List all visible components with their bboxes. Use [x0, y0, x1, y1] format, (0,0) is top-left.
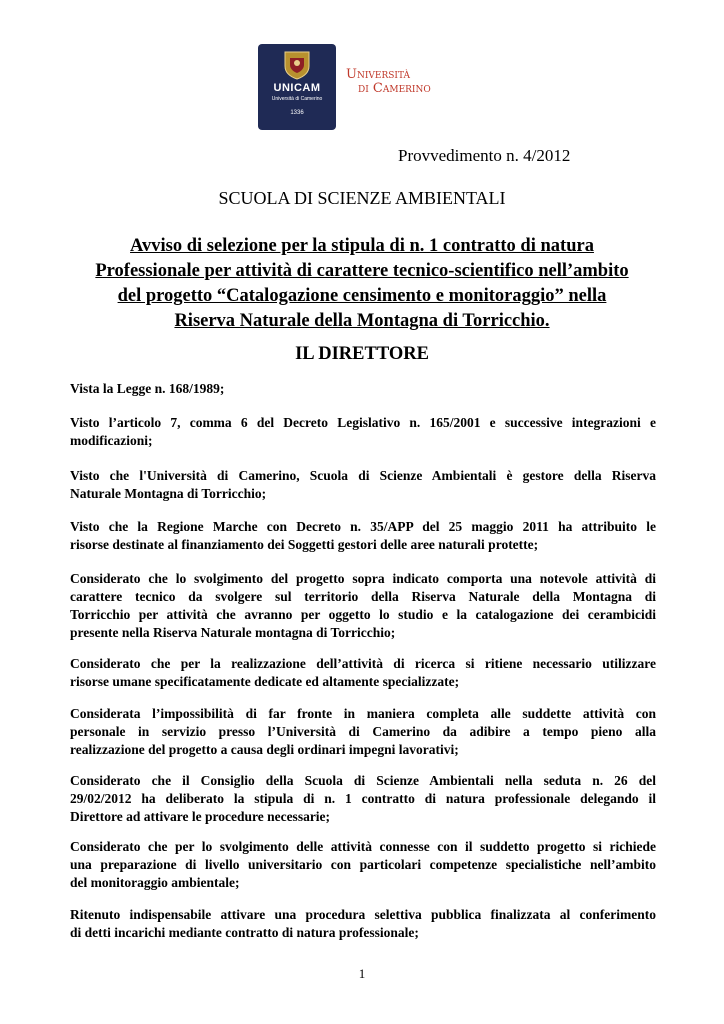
paragraph-line: risorse destinate al finanziamento dei Soggetti gestori delle aree naturali protette; [70, 537, 539, 552]
paragraph-line: Visto che l'Università di Camerino, Scuola di Scienze Ambientali è gestore della Riserva [70, 468, 656, 483]
paragraph-line: Considerato che lo svolgimento del progetto sopra indicato comporta una notevole attività di [70, 571, 656, 586]
university-logo [258, 44, 476, 130]
shield-subtitle: Università di Camerino [271, 96, 323, 102]
paragraph-impossibilita [70, 705, 656, 759]
paragraph-line: Naturale Montagna di Torricchio; [70, 486, 267, 501]
director-heading: IL DIRETTORE [295, 344, 429, 364]
paragraph-line: Considerato che il Consiglio della Scuola di Scienze Ambientali nella seduta n. 26 del [70, 773, 656, 788]
paragraph-line: modificazioni; [70, 433, 153, 448]
paragraph-legge [70, 380, 656, 398]
title-line: del progetto “Catalogazione censimento e monitoraggio” nella [117, 286, 607, 306]
paragraph-regione [70, 518, 656, 554]
paragraph-line: Direttore ad attivare le procedure necessarie; [70, 809, 331, 824]
title-line: Avviso di selezione per la stipula di n. 1 contratto di natura [130, 236, 594, 256]
paragraph-preparazione [70, 838, 656, 892]
paragraph-line: Visto che la Regione Marche con Decreto n. 35/APP del 25 maggio 2011 ha attribuito le [70, 519, 656, 534]
wordmark-line-2: di Camerino [358, 81, 431, 96]
paragraph-line: Considerato che per la realizzazione dell’attività di ricerca si ritiene necessario utilizzare [70, 656, 656, 671]
paragraph-line: di detti incarichi mediante contratto di natura professionale; [70, 925, 419, 940]
paragraph-line: realizzazione del progetto a causa degli ordinari impegni lavorativi; [70, 742, 459, 757]
paragraph-gestore [70, 467, 656, 503]
paragraph-line: risorse umane specificatamente dedicate ed altamente specializzate; [70, 674, 460, 689]
shield-emblem [258, 44, 336, 130]
paragraph-line: personale in servizio presso l’Università di Camerino da adibire a tempo pieno alla [70, 724, 656, 739]
provvedimento-number: Provvedimento n. 4/2012 [398, 146, 571, 165]
paragraph-line: Considerata l’impossibilità di far fronte in maniera completa alle suddette attività con [70, 706, 656, 721]
paragraph-procedura [70, 906, 656, 942]
notice-title [62, 234, 662, 334]
paragraph-line: Ritenuto indispensabile attivare una procedura selettiva pubblica finalizzata al conferimento [70, 907, 656, 922]
school-name: SCUOLA DI SCIENZE AMBIENTALI [218, 188, 506, 208]
paragraph-line: carattere tecnico da svolgere sul territorio della Riserva Naturale della Montagna di [70, 589, 656, 604]
paragraph-line: 29/02/2012 ha deliberato la stipula di n. 1 contratto di natura professionale delegando il [70, 791, 656, 806]
paragraph-ricerca [70, 655, 656, 691]
paragraph-line: presente nella Riserva Naturale montagna di Torricchio; [70, 625, 396, 640]
shield-name: UNICAM [273, 82, 321, 94]
paragraph-line: Torricchio per attività che avranno per oggetto lo studio e la catalogazione dei cerambicidi [70, 607, 656, 622]
paragraph-line: Vista la Legge n. 168/1989; [70, 381, 225, 396]
paragraph-line: Visto l’articolo 7, comma 6 del Decreto Legislativo n. 165/2001 e successive integrazioni e [70, 415, 656, 430]
shield-year: 1336 [290, 110, 304, 116]
paragraph-line: del monitoraggio ambientale; [70, 875, 240, 890]
paragraph-progetto [70, 570, 656, 642]
paragraph-articolo [70, 414, 656, 450]
crest-icon [283, 50, 311, 80]
university-wordmark [346, 68, 476, 108]
paragraph-consiglio [70, 772, 656, 826]
paragraph-line: una preparazione di livello universitario con particolari competenze specialistiche nell’ambito [70, 857, 656, 872]
title-line: Professionale per attività di carattere tecnico-scientifico nell’ambito [95, 261, 629, 281]
paragraph-line: Considerato che per lo svolgimento delle attività connesse con il suddetto progetto si richiede [70, 839, 656, 854]
page-number: 1 [358, 966, 366, 981]
title-line: Riserva Naturale della Montagna di Torricchio. [174, 311, 550, 331]
wordmark-line-1: Università [346, 67, 410, 82]
